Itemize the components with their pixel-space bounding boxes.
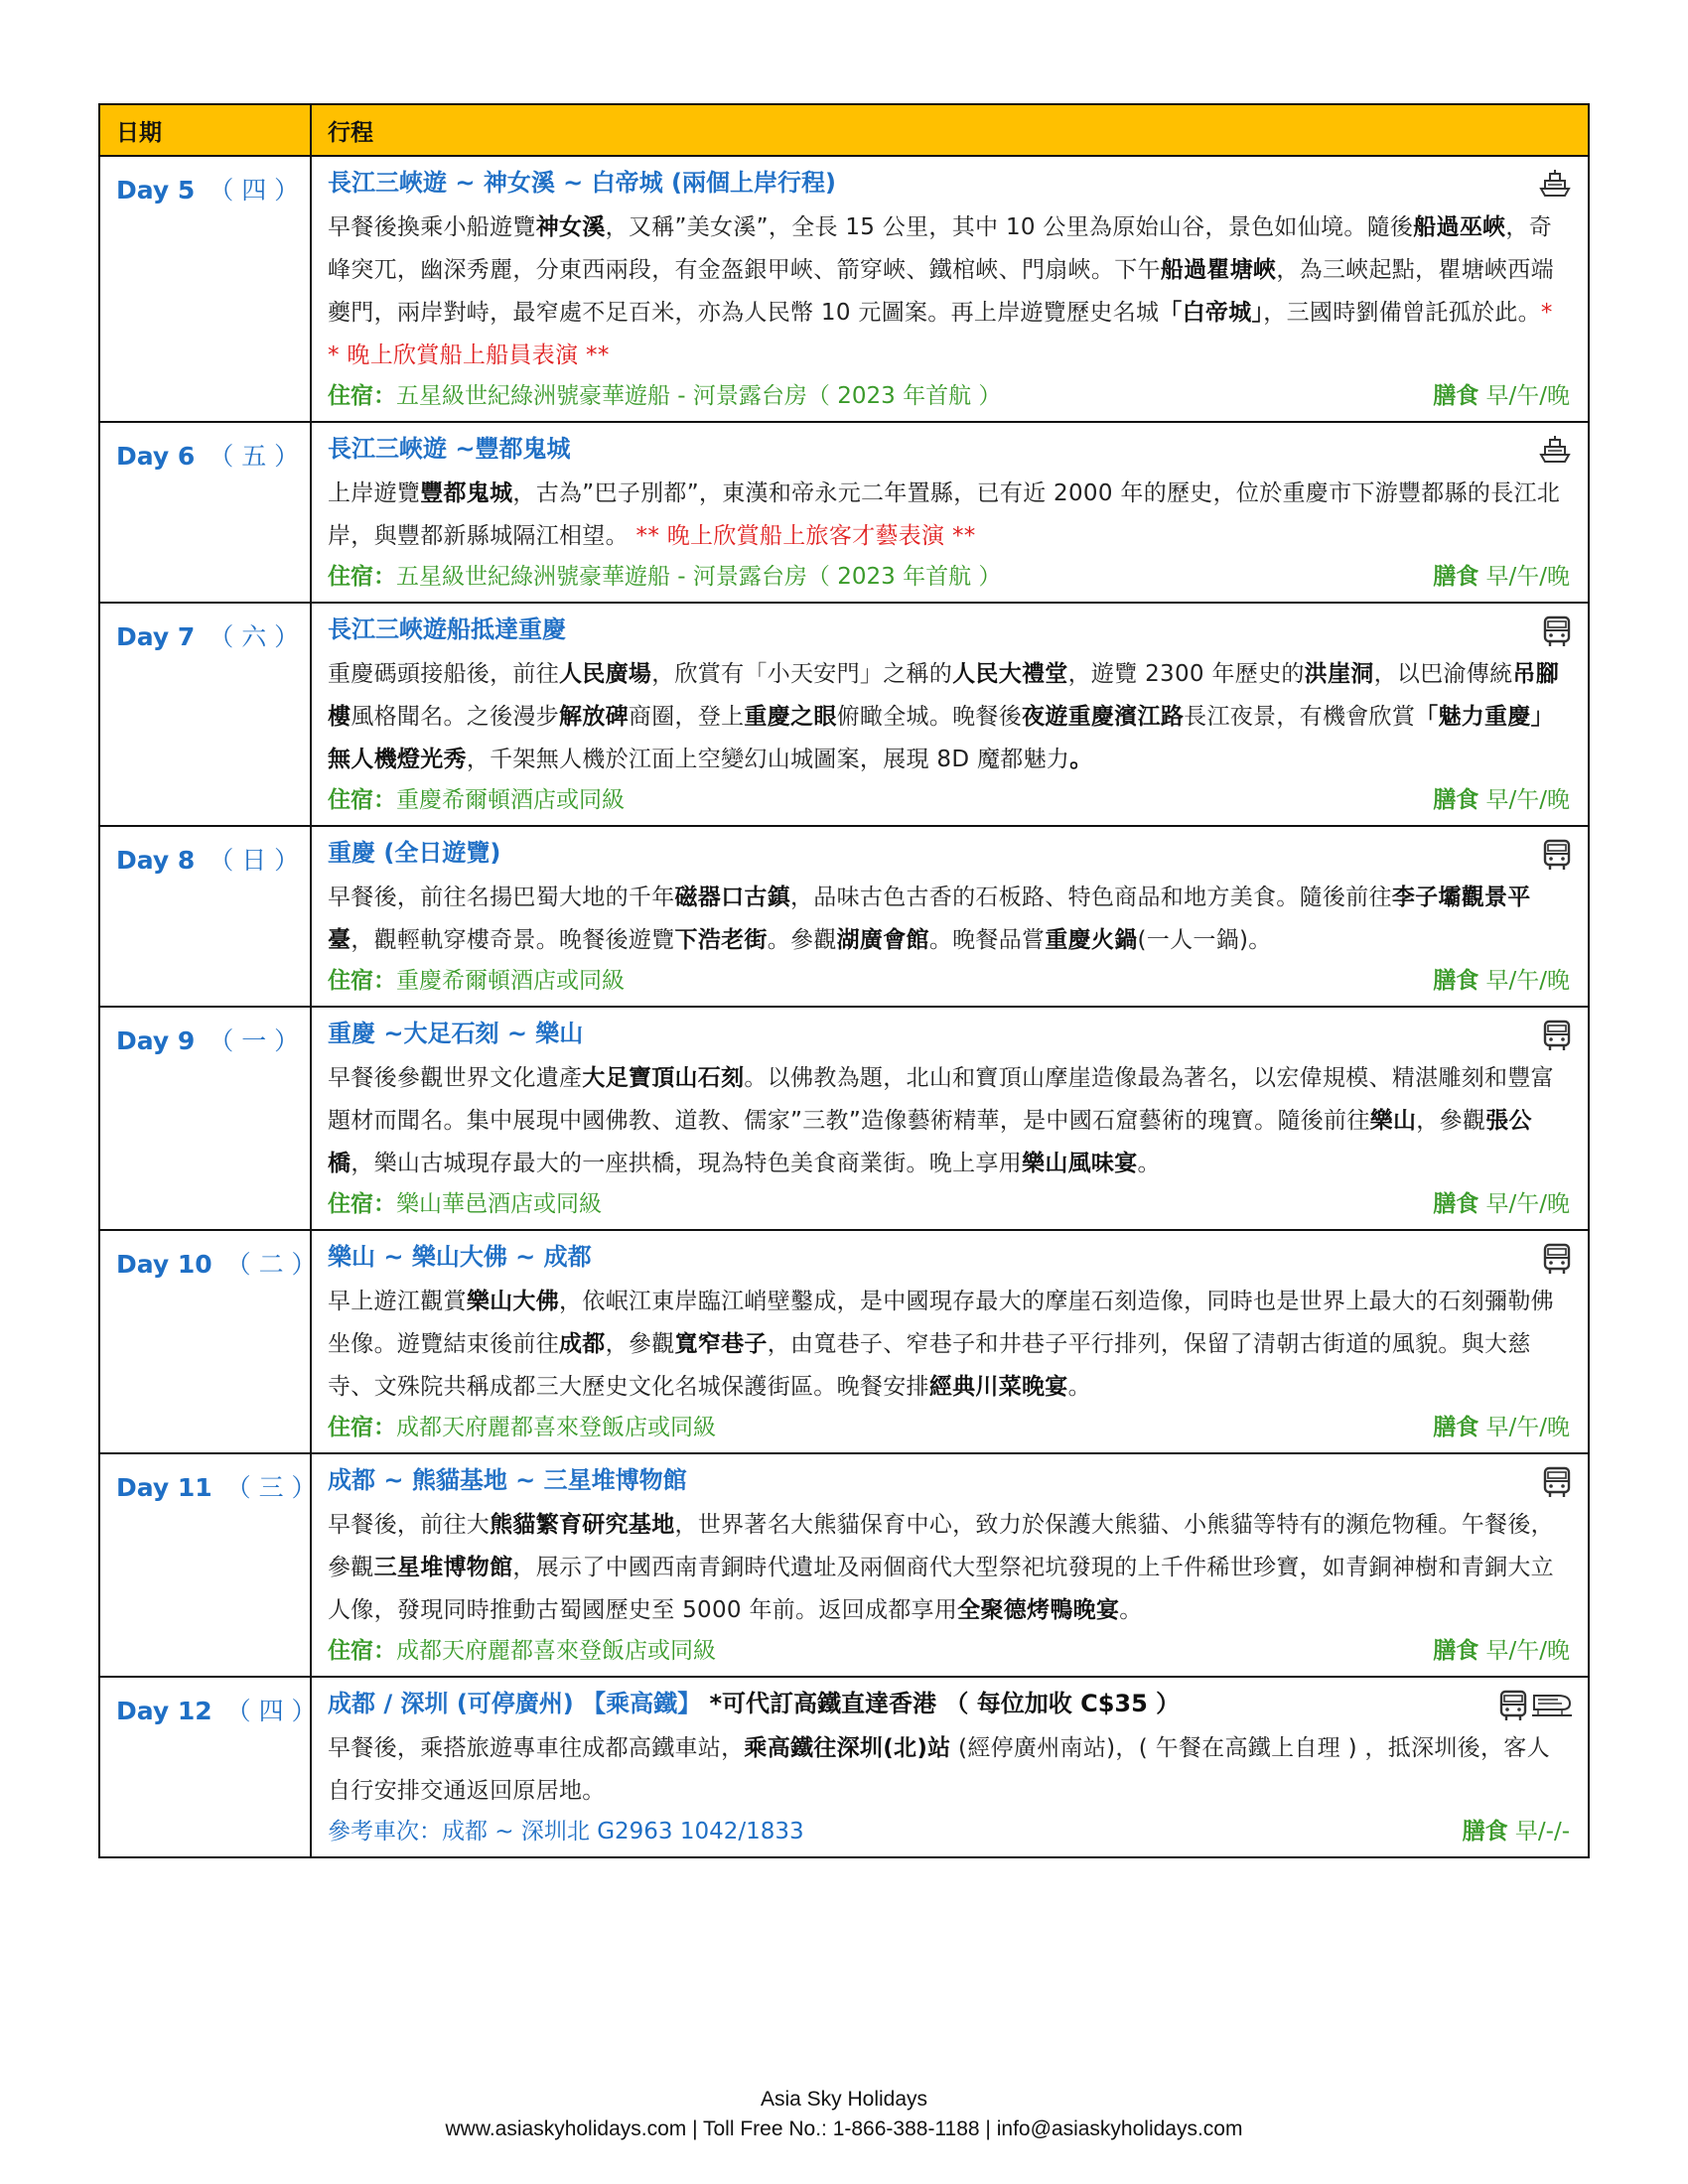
table-row (99, 826, 1589, 1007)
table-row (99, 1230, 1589, 1453)
highlight-text: 。 (1069, 747, 1093, 772)
footer-contact: www.asiaskyholidays.com | Toll Free No.: 1-866-388-1188 | info@asiaskyholidays.com (445, 2117, 1243, 2140)
description-text: ，品味古色古香的石板路、特色商品和地方美食。隨後前往 (790, 885, 1392, 910)
itinerary-cell (311, 1677, 1589, 1857)
day-cell (99, 1677, 317, 1857)
description-text: ，為三峽起點，瞿塘峽西端夔門，兩岸對峙，最窄處不足百米，亦為人民幣 10 元圖案。再上岸遊覽歷史名城 (328, 257, 1554, 326)
day-footer (328, 1813, 1570, 1852)
highlight-text: 洪崖洞 (1304, 661, 1374, 687)
day-title-text: 重慶 ~大足石刻 ~ 樂山 (328, 1020, 584, 1047)
description-text: ，古為”巴子別都”，東漢和帝永元二年置縣，已有近 2000 年的歷史，位於重慶市下游豐都縣的長江北岸，與豐都新縣城隔江相望。 (328, 480, 1561, 549)
day-description (328, 1500, 1570, 1632)
transport-icons (1542, 615, 1572, 647)
bus-icon (1542, 1466, 1572, 1498)
day-title (328, 423, 1570, 469)
transport-icons (1542, 1466, 1572, 1498)
accommodation-label: 住宿： (328, 1415, 396, 1440)
highlight-text: 樂山大佛 (466, 1289, 560, 1314)
day-title (328, 1008, 1570, 1053)
accommodation-value: 五星級世紀綠洲號豪華遊船 - 河景露台房（ 2023 年首航 ） (396, 383, 1002, 409)
description-text: (一人一鍋)。 (1137, 927, 1272, 953)
table-row (99, 156, 1589, 422)
day-cell (99, 156, 311, 422)
weekday: （ 四 ） (209, 176, 300, 205)
meals (1433, 558, 1570, 596)
day-description (328, 649, 1570, 781)
day-title-text: 成都 / 深圳 (可停廣州) 【乘高鐵】 (328, 1690, 702, 1717)
transport-icons (1538, 169, 1572, 199)
highlight-text: 樂山 (1369, 1108, 1417, 1134)
accommodation (328, 377, 1001, 415)
accommodation-value: 樂山華邑酒店或同級 (396, 1191, 602, 1217)
description-text: 早餐後參觀世界文化遺產 (328, 1065, 583, 1091)
day-description (328, 469, 1570, 558)
table-row (99, 1007, 1589, 1230)
day-cell (99, 1453, 317, 1677)
meals-gap (1478, 383, 1485, 409)
day-footer (328, 1185, 1570, 1225)
show-note: ** 晚上欣賞船上旅客才藝表演 ** (635, 523, 976, 549)
highlight-text: 解放碑 (559, 704, 629, 730)
highlight-text: 成都 (559, 1331, 606, 1357)
accommodation (328, 1185, 602, 1223)
meals-gap (1478, 787, 1485, 813)
description-text: 。 (1067, 1374, 1091, 1400)
day-label: Day 8 (116, 846, 196, 875)
accommodation-label: 住宿： (328, 787, 396, 813)
day-label: Day 12 (116, 1697, 212, 1725)
page-footer (0, 2085, 1688, 2144)
meals-gap (1478, 564, 1485, 590)
meals-value: 早/-/- (1514, 1819, 1570, 1844)
day-title-text: 長江三峽遊 ~ 神女溪 ~ 白帝城 (兩個上岸行程) (328, 169, 836, 197)
accommodation-label: 住宿： (328, 383, 396, 409)
meals-value: 早/午/晚 (1485, 1191, 1570, 1217)
itinerary-cell (311, 1230, 1589, 1453)
day-cell (99, 422, 311, 603)
description-text: 俯瞰全城。晚餐後 (836, 704, 1023, 730)
day-title (328, 157, 1570, 203)
itinerary-body (99, 156, 1589, 1857)
meals-label: 膳食 (1433, 383, 1479, 409)
highlight-text: 乘高鐵往深圳(北)站 (744, 1735, 951, 1761)
highlight-text: 「魅力重慶」無人機燈光秀 (328, 704, 1554, 772)
description-text: ，觀輕軌穿樓奇景。晚餐後遊覽 (351, 927, 675, 953)
bus-icon (1542, 839, 1572, 871)
highlight-text: 「白帝城」 (1159, 300, 1264, 326)
accommodation (328, 781, 625, 819)
description-text: ，千架無人機於江面上空變幻山城圖案，展現 8D 魔都魅力 (466, 747, 1070, 772)
weekday: （ 一 ） (209, 1026, 300, 1055)
day-cell (99, 1007, 311, 1230)
bus-icon (1542, 615, 1572, 647)
highlight-text: 全聚德烤鴨晚宴 (957, 1597, 1120, 1623)
ship-icon (1538, 169, 1572, 199)
meals (1433, 1409, 1570, 1446)
day-title-extra: *可代訂高鐵直達香港 （ 每位加收 C$35 ） (701, 1690, 1181, 1717)
meals (1433, 377, 1570, 415)
description-text: ，依岷江東岸臨江峭壁鑿成，是中國現存最大的摩崖石刻造像，同時也是世界上最大的石刻彌勒佛坐像。遊覽結束後前往 (328, 1289, 1554, 1357)
weekday: （ 日 ） (209, 846, 300, 875)
description-text: 早餐後，前往名揚巴蜀大地的千年 (328, 885, 675, 910)
accommodation-value: 成都天府麗都喜來登飯店或同級 (396, 1415, 716, 1440)
ship-icon (1538, 435, 1572, 465)
accommodation-value: 重慶希爾頓酒店或同級 (396, 787, 625, 813)
bus-icon (1498, 1690, 1528, 1721)
meals (1433, 1185, 1570, 1223)
footer-company: Asia Sky Holidays (760, 2088, 928, 2111)
weekday: （ 六 ） (209, 622, 300, 651)
day-description (328, 1277, 1570, 1409)
day-title-text: 長江三峽遊 ~豐都鬼城 (328, 435, 571, 463)
train-icon (1532, 1690, 1572, 1721)
accommodation-label: 住宿： (328, 1191, 396, 1217)
highlight-text: 下浩老街 (674, 927, 768, 953)
highlight-text: 人民廣場 (559, 661, 652, 687)
highlight-text: 樂山風味宴 (1022, 1151, 1138, 1176)
day-title (328, 604, 1570, 649)
day-footer (328, 962, 1570, 1002)
description-text: ，世界著名大熊貓保育中心，致力於保護大熊貓、小熊貓等特有的瀕危物種。午餐後，參觀 (328, 1512, 1554, 1580)
day-cell (99, 826, 311, 1007)
weekday: （ 五 ） (209, 442, 300, 471)
description-text: 早上遊江觀賞 (328, 1289, 467, 1314)
highlight-text: 船過巫峽 (1413, 214, 1506, 240)
highlight-text: 重慶之眼 (744, 704, 837, 730)
itinerary-cell (311, 603, 1589, 826)
table-row (99, 422, 1589, 603)
weekday: （ 二 ） (225, 1250, 317, 1279)
description-text: 早餐後，前往大 (328, 1512, 491, 1538)
highlight-text: 經典川菜晚宴 (928, 1374, 1068, 1400)
day-title (328, 1231, 1570, 1277)
description-text: 早餐後換乘小船遊覽 (328, 214, 536, 240)
meals-label: 膳食 (1433, 1638, 1479, 1664)
day-description (328, 203, 1570, 377)
highlight-text: 豐都鬼城 (420, 480, 513, 506)
transport-icons (1542, 839, 1572, 871)
meals (1463, 1813, 1570, 1850)
day-footer (328, 558, 1570, 598)
meals-gap (1478, 968, 1485, 994)
description-text: 。參觀 (767, 927, 837, 953)
accommodation-label: 住宿： (328, 564, 396, 590)
highlight-text: 三星堆博物館 (373, 1555, 513, 1580)
header-itinerary: 行程 (311, 104, 1589, 156)
day-description (328, 1053, 1570, 1185)
meals-label: 膳食 (1433, 787, 1479, 813)
description-text: 。晚餐品嘗 (928, 927, 1046, 953)
itinerary-cell (311, 1007, 1589, 1230)
description-text: 重慶碼頭接船後，前往 (328, 661, 559, 687)
itinerary-cell (311, 422, 1589, 603)
day-cell (99, 1230, 317, 1453)
highlight-text: 熊貓繁育研究基地 (490, 1512, 675, 1538)
transport-icons (1542, 1020, 1572, 1051)
meals-label: 膳食 (1433, 564, 1479, 590)
highlight-text: 寬窄巷子 (674, 1331, 768, 1357)
train-reference: 參考車次：成都 ~ 深圳北 G2963 1042/1833 (328, 1819, 804, 1844)
meals-value: 早/午/晚 (1485, 564, 1570, 590)
accommodation (328, 1409, 716, 1446)
weekday: （ 四 ） (225, 1697, 317, 1725)
meals-gap (1508, 1819, 1515, 1844)
highlight-text: 李子壩觀景平臺 (328, 885, 1531, 953)
accommodation (328, 558, 1001, 596)
highlight-text: 神女溪 (535, 214, 606, 240)
description-text: ，參觀 (605, 1331, 675, 1357)
description-text: (經停廣州南站)，( 午餐在高鐵上自理 ) ，抵深圳後，客人自行安排交通返回原居地。 (328, 1735, 1550, 1804)
day-footer (328, 781, 1570, 821)
description-text: 上岸遊覽 (328, 480, 421, 506)
description-text: ，欣賞有「小天安門」之稱的 (651, 661, 953, 687)
description-text: ，展示了中國西南青銅時代遺址及兩個商代大型祭祀坑發現的上千件稀世珍寶，如青銅神樹和青銅大立人像，發現同時推動古蜀國歷史至 5000 年前。返回成都享用 (328, 1555, 1554, 1623)
day-title-text: 重慶 (全日遊覽) (328, 839, 501, 867)
bus-icon (1542, 1243, 1572, 1275)
day-description (328, 1723, 1570, 1813)
transport-icons (1498, 1690, 1572, 1721)
accommodation (328, 962, 625, 1000)
highlight-text: 重慶火鍋 (1045, 927, 1138, 953)
highlight-text: 張公橋 (328, 1108, 1532, 1176)
highlight-text: 磁器口古鎮 (674, 885, 790, 910)
meals (1433, 1632, 1570, 1670)
meals-label: 膳食 (1433, 1191, 1479, 1217)
day-footer (328, 1632, 1570, 1672)
day-title-text: 成都 ~ 熊貓基地 ~ 三星堆博物館 (328, 1466, 687, 1494)
highlight-text: 船過瞿塘峽 (1160, 257, 1277, 283)
accommodation-label: 住宿： (328, 968, 396, 994)
highlight-text: 人民大禮堂 (952, 661, 1068, 687)
accommodation-value: 成都天府麗都喜來登飯店或同級 (396, 1638, 716, 1664)
day-title-text: 樂山 ~ 樂山大佛 ~ 成都 (328, 1243, 592, 1271)
accommodation-value: 五星級世紀綠洲號豪華遊船 - 河景露台房（ 2023 年首航 ） (396, 564, 1002, 590)
description-text: ，三國時劉備曾託孤於此。 (1263, 300, 1541, 326)
meals (1433, 781, 1570, 819)
day-label: Day 7 (116, 622, 196, 651)
header-date: 日期 (99, 104, 311, 156)
description-text: 早餐後，乘搭旅遊專車往成都高鐵車站， (328, 1735, 745, 1761)
meals-value: 早/午/晚 (1485, 1638, 1570, 1664)
highlight-text: 大足寶頂山石刻 (582, 1065, 745, 1091)
description-text: ，又稱”美女溪”，全長 15 公里，其中 10 公里為原始山谷，景色如仙境。隨後 (605, 214, 1414, 240)
day-label: Day 9 (116, 1026, 196, 1055)
day-label: Day 5 (116, 176, 196, 205)
weekday: （ 三 ） (225, 1473, 317, 1502)
table-row (99, 1453, 1589, 1677)
day-label: Day 6 (116, 442, 196, 471)
day-title (328, 827, 1570, 873)
description-text: ，參觀 (1416, 1108, 1486, 1134)
description-text: 。以佛教為題，北山和寶頂山摩崖造像最為著名，以宏偉規模、精湛雕刻和豐富題材而聞名。集中展現中國佛教、道教、儒家”三教”造像藝術精華，是中國石窟藝術的瑰寶。隨後前往 (328, 1065, 1554, 1134)
meals-gap (1478, 1638, 1485, 1664)
show-note: * * 晚上欣賞船上船員表演 ** (328, 300, 1553, 368)
itinerary-cell (311, 826, 1589, 1007)
description-text: 長江夜景，有機會欣賞 (1184, 704, 1416, 730)
itinerary-cell (311, 1453, 1589, 1677)
table-row (99, 1677, 1589, 1857)
meals-value: 早/午/晚 (1485, 1415, 1570, 1440)
description-text: 風格聞名。之後漫步 (351, 704, 560, 730)
day-footer (328, 377, 1570, 417)
meals-gap (1478, 1415, 1485, 1440)
description-text: 商圈，登上 (628, 704, 745, 730)
meals-gap (1478, 1191, 1485, 1217)
table-row (99, 603, 1589, 826)
description-text: ，遊覽 2300 年歷史的 (1067, 661, 1305, 687)
description-text: 。 (1137, 1151, 1161, 1176)
day-label: Day 11 (116, 1473, 212, 1502)
meals-label: 膳食 (1433, 1415, 1479, 1440)
day-title (328, 1454, 1570, 1500)
meals-label: 膳食 (1462, 1819, 1508, 1844)
day-title-text: 長江三峽遊船抵達重慶 (328, 615, 566, 643)
transport-icons (1538, 435, 1572, 465)
day-title (328, 1678, 1570, 1723)
meals (1433, 962, 1570, 1000)
accommodation-label: 住宿： (328, 1638, 396, 1664)
day-footer (328, 1409, 1570, 1448)
highlight-text: 夜遊重慶濱江路 (1022, 704, 1185, 730)
description-text: 。 (1119, 1597, 1143, 1623)
day-description (328, 873, 1570, 962)
meals-value: 早/午/晚 (1485, 968, 1570, 994)
bus-icon (1542, 1020, 1572, 1051)
meals-label: 膳食 (1433, 968, 1479, 994)
transport-icons (1542, 1243, 1572, 1275)
day-label: Day 10 (116, 1250, 212, 1279)
day-cell (99, 603, 311, 826)
highlight-text: 吊腳樓 (328, 661, 1559, 730)
description-text: ，由寬巷子、窄巷子和井巷子平行排列，保留了清朝古街道的風貌。與大慈寺、文殊院共稱成都三大歷史文化名城保護街區。晚餐安排 (328, 1331, 1531, 1400)
table-header-row (99, 104, 1589, 156)
description-text: ，奇峰突兀，幽深秀麗，分東西兩段，有金盔銀甲峽、箭穿峽、鐵棺峽、門扇峽。下午 (328, 214, 1553, 283)
meals-value: 早/午/晚 (1485, 383, 1570, 409)
description-text: ，以巴渝傳統 (1373, 661, 1513, 687)
itinerary-cell (311, 156, 1589, 422)
highlight-text: 湖廣會館 (836, 927, 929, 953)
accommodation (328, 1632, 716, 1670)
meals-value: 早/午/晚 (1485, 787, 1570, 813)
itinerary-table (98, 103, 1590, 1858)
accommodation-value: 重慶希爾頓酒店或同級 (396, 968, 625, 994)
description-text: ，樂山古城現存最大的一座拱橋，現為特色美食商業街。晚上享用 (351, 1151, 1023, 1176)
